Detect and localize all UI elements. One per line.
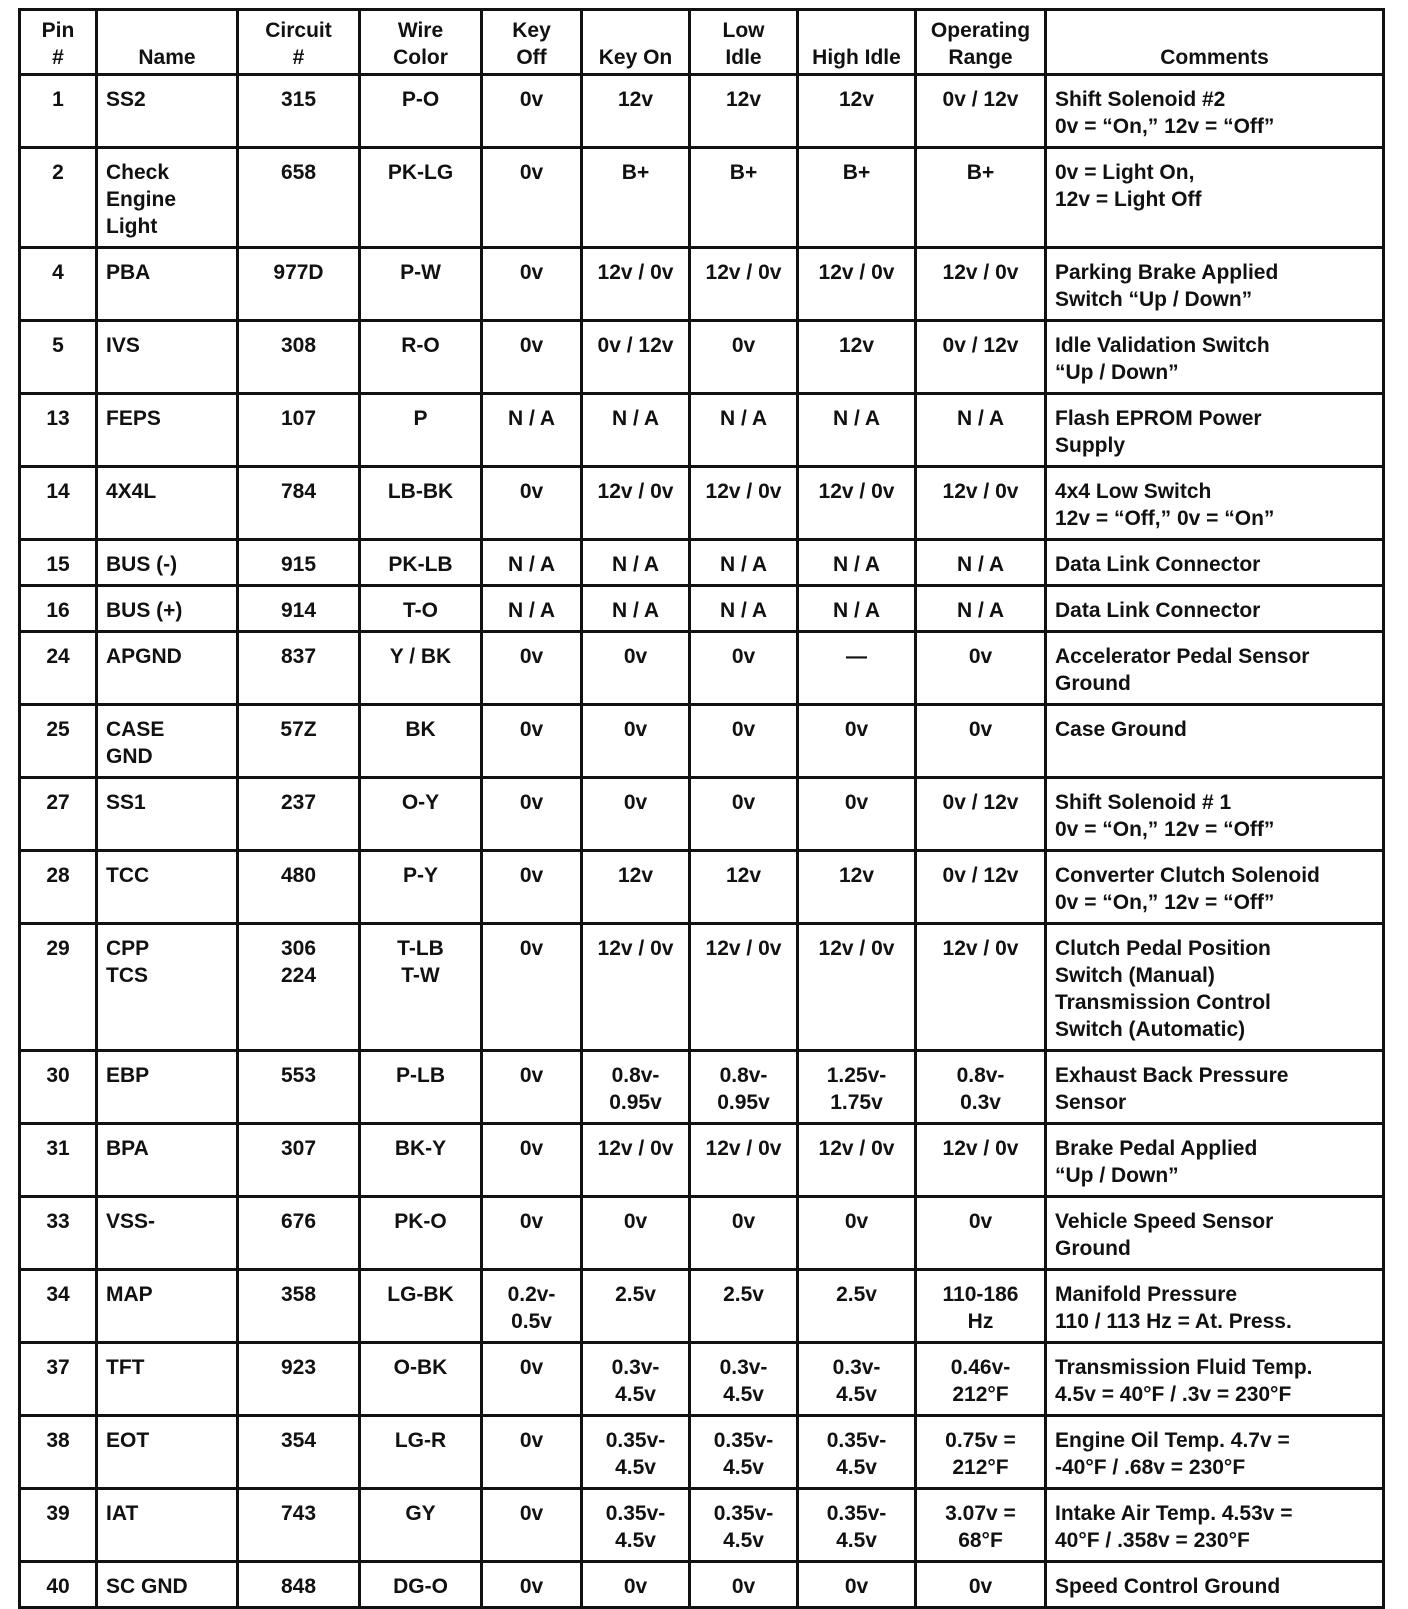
operating-range-cell: 110-186 Hz xyxy=(916,1270,1046,1343)
name-cell: SS2 xyxy=(97,75,238,148)
operating-range-cell: N / A xyxy=(916,540,1046,586)
wire-color-cell: BK xyxy=(360,705,482,778)
comments-cell: Speed Control Ground xyxy=(1046,1562,1384,1608)
key-on-cell: 0v xyxy=(582,1562,690,1608)
operating-range-cell: 0v / 12v xyxy=(916,75,1046,148)
table-row xyxy=(20,1197,1384,1270)
header-name: Name xyxy=(97,10,238,75)
name-cell: CPP TCS xyxy=(97,924,238,1051)
key-off-cell: 0v xyxy=(482,1124,582,1197)
key-off-cell: 0v xyxy=(482,1489,582,1562)
key-off-cell: N / A xyxy=(482,394,582,467)
circuit-cell: 57Z xyxy=(238,705,360,778)
comments-cell: Exhaust Back Pressure Sensor xyxy=(1046,1051,1384,1124)
name-cell: EBP xyxy=(97,1051,238,1124)
name-cell: PBA xyxy=(97,248,238,321)
high-idle-cell: B+ xyxy=(798,148,916,248)
key-on-cell: 0.35v- 4.5v xyxy=(582,1489,690,1562)
high-idle-cell: 0.35v- 4.5v xyxy=(798,1416,916,1489)
name-cell: MAP xyxy=(97,1270,238,1343)
circuit-cell: 914 xyxy=(238,586,360,632)
key-off-cell: 0v xyxy=(482,1051,582,1124)
pin-cell: 25 xyxy=(20,705,97,778)
high-idle-cell: 12v / 0v xyxy=(798,1124,916,1197)
table-row xyxy=(20,248,1384,321)
header-comments: Comments xyxy=(1046,10,1384,75)
key-off-cell: 0v xyxy=(482,1416,582,1489)
key-off-cell: 0v xyxy=(482,248,582,321)
name-cell: IVS xyxy=(97,321,238,394)
circuit-cell: 307 xyxy=(238,1124,360,1197)
key-off-cell: 0v xyxy=(482,705,582,778)
pin-cell: 30 xyxy=(20,1051,97,1124)
operating-range-cell: 0.46v- 212°F xyxy=(916,1343,1046,1416)
comments-cell: Parking Brake Applied Switch “Up / Down” xyxy=(1046,248,1384,321)
table-row xyxy=(20,586,1384,632)
header-circuit: Circuit # xyxy=(238,10,360,75)
pin-cell: 31 xyxy=(20,1124,97,1197)
circuit-cell: 784 xyxy=(238,467,360,540)
circuit-cell: 743 xyxy=(238,1489,360,1562)
name-cell: BPA xyxy=(97,1124,238,1197)
operating-range-cell: N / A xyxy=(916,394,1046,467)
key-off-cell: 0.2v- 0.5v xyxy=(482,1270,582,1343)
name-cell: APGND xyxy=(97,632,238,705)
wire-color-cell: LG-R xyxy=(360,1416,482,1489)
high-idle-cell: N / A xyxy=(798,586,916,632)
circuit-cell: 553 xyxy=(238,1051,360,1124)
table-row xyxy=(20,1270,1384,1343)
key-on-cell: 12v / 0v xyxy=(582,1124,690,1197)
header-key-on: Key On xyxy=(582,10,690,75)
wire-color-cell: P-O xyxy=(360,75,482,148)
operating-range-cell: 3.07v = 68°F xyxy=(916,1489,1046,1562)
circuit-cell: 308 xyxy=(238,321,360,394)
high-idle-cell: 0v xyxy=(798,778,916,851)
comments-cell: Idle Validation Switch “Up / Down” xyxy=(1046,321,1384,394)
operating-range-cell: 0v xyxy=(916,1562,1046,1608)
comments-cell: Transmission Fluid Temp. 4.5v = 40°F / .3v = 230°F xyxy=(1046,1343,1384,1416)
operating-range-cell: 0v / 12v xyxy=(916,321,1046,394)
key-off-cell: 0v xyxy=(482,75,582,148)
comments-cell: Data Link Connector xyxy=(1046,540,1384,586)
operating-range-cell: 0.8v- 0.3v xyxy=(916,1051,1046,1124)
high-idle-cell: 12v / 0v xyxy=(798,924,916,1051)
key-on-cell: B+ xyxy=(582,148,690,248)
name-cell: Check Engine Light xyxy=(97,148,238,248)
key-off-cell: 0v xyxy=(482,148,582,248)
circuit-cell: 837 xyxy=(238,632,360,705)
low-idle-cell: 12v / 0v xyxy=(690,467,798,540)
key-on-cell: 0.35v- 4.5v xyxy=(582,1416,690,1489)
name-cell: TCC xyxy=(97,851,238,924)
name-cell: IAT xyxy=(97,1489,238,1562)
low-idle-cell: B+ xyxy=(690,148,798,248)
comments-cell: Converter Clutch Solenoid 0v = “On,” 12v = “Off” xyxy=(1046,851,1384,924)
key-on-cell: 0v xyxy=(582,1197,690,1270)
table-row xyxy=(20,321,1384,394)
wire-color-cell: O-Y xyxy=(360,778,482,851)
key-off-cell: N / A xyxy=(482,540,582,586)
key-off-cell: 0v xyxy=(482,1197,582,1270)
high-idle-cell: 0v xyxy=(798,705,916,778)
high-idle-cell: 12v / 0v xyxy=(798,248,916,321)
key-on-cell: N / A xyxy=(582,540,690,586)
circuit-cell: 480 xyxy=(238,851,360,924)
low-idle-cell: 0v xyxy=(690,632,798,705)
circuit-cell: 848 xyxy=(238,1562,360,1608)
table-row xyxy=(20,1343,1384,1416)
pin-chart-page xyxy=(18,8,1382,1609)
high-idle-cell: 0.35v- 4.5v xyxy=(798,1489,916,1562)
operating-range-cell: 12v / 0v xyxy=(916,248,1046,321)
key-off-cell: N / A xyxy=(482,586,582,632)
name-cell: CASE GND xyxy=(97,705,238,778)
pin-chart-body xyxy=(20,75,1384,1608)
pin-cell: 29 xyxy=(20,924,97,1051)
low-idle-cell: 12v / 0v xyxy=(690,924,798,1051)
key-on-cell: 0.3v- 4.5v xyxy=(582,1343,690,1416)
low-idle-cell: 0.35v- 4.5v xyxy=(690,1489,798,1562)
comments-cell: Manifold Pressure 110 / 113 Hz = At. Press. xyxy=(1046,1270,1384,1343)
wire-color-cell: PK-LG xyxy=(360,148,482,248)
wire-color-cell: GY xyxy=(360,1489,482,1562)
low-idle-cell: 0.35v- 4.5v xyxy=(690,1416,798,1489)
wire-color-cell: Y / BK xyxy=(360,632,482,705)
circuit-cell: 237 xyxy=(238,778,360,851)
operating-range-cell: 0v xyxy=(916,705,1046,778)
high-idle-cell: N / A xyxy=(798,394,916,467)
key-off-cell: 0v xyxy=(482,924,582,1051)
table-row xyxy=(20,1562,1384,1608)
name-cell: BUS (-) xyxy=(97,540,238,586)
key-on-cell: 0v xyxy=(582,778,690,851)
pin-cell: 2 xyxy=(20,148,97,248)
low-idle-cell: 12v xyxy=(690,75,798,148)
circuit-cell: 315 xyxy=(238,75,360,148)
key-on-cell: 0v xyxy=(582,632,690,705)
pin-cell: 15 xyxy=(20,540,97,586)
low-idle-cell: N / A xyxy=(690,540,798,586)
pin-cell: 37 xyxy=(20,1343,97,1416)
low-idle-cell: 0v xyxy=(690,1562,798,1608)
wire-color-cell: T-O xyxy=(360,586,482,632)
circuit-cell: 306 224 xyxy=(238,924,360,1051)
operating-range-cell: 12v / 0v xyxy=(916,467,1046,540)
pin-cell: 13 xyxy=(20,394,97,467)
key-on-cell: 0v / 12v xyxy=(582,321,690,394)
pin-cell: 39 xyxy=(20,1489,97,1562)
pin-cell: 38 xyxy=(20,1416,97,1489)
table-row xyxy=(20,1416,1384,1489)
wire-color-cell: BK-Y xyxy=(360,1124,482,1197)
key-off-cell: 0v xyxy=(482,321,582,394)
key-on-cell: 2.5v xyxy=(582,1270,690,1343)
table-row xyxy=(20,851,1384,924)
operating-range-cell: 0v / 12v xyxy=(916,778,1046,851)
name-cell: VSS- xyxy=(97,1197,238,1270)
low-idle-cell: 0.3v- 4.5v xyxy=(690,1343,798,1416)
operating-range-cell: N / A xyxy=(916,586,1046,632)
circuit-cell: 107 xyxy=(238,394,360,467)
low-idle-cell: 2.5v xyxy=(690,1270,798,1343)
low-idle-cell: 12v / 0v xyxy=(690,1124,798,1197)
low-idle-cell: N / A xyxy=(690,586,798,632)
pin-cell: 14 xyxy=(20,467,97,540)
circuit-cell: 676 xyxy=(238,1197,360,1270)
low-idle-cell: N / A xyxy=(690,394,798,467)
table-row xyxy=(20,75,1384,148)
comments-cell: Vehicle Speed Sensor Ground xyxy=(1046,1197,1384,1270)
wire-color-cell: P-LB xyxy=(360,1051,482,1124)
header-wire-color: Wire Color xyxy=(360,10,482,75)
name-cell: FEPS xyxy=(97,394,238,467)
name-cell: SC GND xyxy=(97,1562,238,1608)
high-idle-cell: — xyxy=(798,632,916,705)
pin-cell: 16 xyxy=(20,586,97,632)
comments-cell: 4x4 Low Switch 12v = “Off,” 0v = “On” xyxy=(1046,467,1384,540)
key-off-cell: 0v xyxy=(482,467,582,540)
name-cell: EOT xyxy=(97,1416,238,1489)
wire-color-cell: P xyxy=(360,394,482,467)
wire-color-cell: PK-O xyxy=(360,1197,482,1270)
circuit-cell: 977D xyxy=(238,248,360,321)
circuit-cell: 915 xyxy=(238,540,360,586)
key-off-cell: 0v xyxy=(482,1562,582,1608)
comments-cell: Intake Air Temp. 4.53v = 40°F / .358v = 230°F xyxy=(1046,1489,1384,1562)
low-idle-cell: 12v / 0v xyxy=(690,248,798,321)
table-row xyxy=(20,467,1384,540)
key-on-cell: 12v xyxy=(582,75,690,148)
key-on-cell: 12v xyxy=(582,851,690,924)
pin-cell: 28 xyxy=(20,851,97,924)
key-on-cell: N / A xyxy=(582,586,690,632)
key-on-cell: 0v xyxy=(582,705,690,778)
low-idle-cell: 12v xyxy=(690,851,798,924)
operating-range-cell: B+ xyxy=(916,148,1046,248)
name-cell: 4X4L xyxy=(97,467,238,540)
key-on-cell: 12v / 0v xyxy=(582,924,690,1051)
low-idle-cell: 0v xyxy=(690,778,798,851)
key-on-cell: 0.8v- 0.95v xyxy=(582,1051,690,1124)
high-idle-cell: 1.25v- 1.75v xyxy=(798,1051,916,1124)
key-off-cell: 0v xyxy=(482,1343,582,1416)
pin-cell: 24 xyxy=(20,632,97,705)
operating-range-cell: 0v / 12v xyxy=(916,851,1046,924)
table-row xyxy=(20,924,1384,1051)
high-idle-cell: 12v xyxy=(798,321,916,394)
table-row xyxy=(20,1051,1384,1124)
name-cell: TFT xyxy=(97,1343,238,1416)
key-on-cell: 12v / 0v xyxy=(582,248,690,321)
wire-color-cell: LG-BK xyxy=(360,1270,482,1343)
comments-cell: Data Link Connector xyxy=(1046,586,1384,632)
pin-cell: 33 xyxy=(20,1197,97,1270)
name-cell: SS1 xyxy=(97,778,238,851)
low-idle-cell: 0v xyxy=(690,705,798,778)
high-idle-cell: 12v xyxy=(798,75,916,148)
header-low-idle: Low Idle xyxy=(690,10,798,75)
wire-color-cell: DG-O xyxy=(360,1562,482,1608)
low-idle-cell: 0.8v- 0.95v xyxy=(690,1051,798,1124)
table-row xyxy=(20,148,1384,248)
low-idle-cell: 0v xyxy=(690,321,798,394)
table-row xyxy=(20,394,1384,467)
operating-range-cell: 12v / 0v xyxy=(916,1124,1046,1197)
pin-cell: 5 xyxy=(20,321,97,394)
low-idle-cell: 0v xyxy=(690,1197,798,1270)
table-row xyxy=(20,705,1384,778)
high-idle-cell: 12v xyxy=(798,851,916,924)
comments-cell: 0v = Light On, 12v = Light Off xyxy=(1046,148,1384,248)
header-high-idle: High Idle xyxy=(798,10,916,75)
circuit-cell: 358 xyxy=(238,1270,360,1343)
table-row xyxy=(20,540,1384,586)
header-operating-range: Operating Range xyxy=(916,10,1046,75)
table-row xyxy=(20,1124,1384,1197)
comments-cell: Case Ground xyxy=(1046,705,1384,778)
comments-cell: Brake Pedal Applied “Up / Down” xyxy=(1046,1124,1384,1197)
key-on-cell: N / A xyxy=(582,394,690,467)
comments-cell: Shift Solenoid # 1 0v = “On,” 12v = “Off” xyxy=(1046,778,1384,851)
wire-color-cell: R-O xyxy=(360,321,482,394)
key-off-cell: 0v xyxy=(482,851,582,924)
comments-cell: Engine Oil Temp. 4.7v = -40°F / .68v = 230°F xyxy=(1046,1416,1384,1489)
comments-cell: Shift Solenoid #2 0v = “On,” 12v = “Off” xyxy=(1046,75,1384,148)
wire-color-cell: T-LB T-W xyxy=(360,924,482,1051)
pin-cell: 40 xyxy=(20,1562,97,1608)
table-row xyxy=(20,632,1384,705)
header-row xyxy=(20,10,1384,75)
table-row xyxy=(20,778,1384,851)
circuit-cell: 923 xyxy=(238,1343,360,1416)
pin-chart-table xyxy=(18,8,1385,1609)
wire-color-cell: P-W xyxy=(360,248,482,321)
table-row xyxy=(20,1489,1384,1562)
pin-cell: 4 xyxy=(20,248,97,321)
pin-cell: 27 xyxy=(20,778,97,851)
operating-range-cell: 0v xyxy=(916,632,1046,705)
high-idle-cell: 0v xyxy=(798,1562,916,1608)
key-on-cell: 12v / 0v xyxy=(582,467,690,540)
wire-color-cell: O-BK xyxy=(360,1343,482,1416)
key-off-cell: 0v xyxy=(482,778,582,851)
high-idle-cell: 12v / 0v xyxy=(798,467,916,540)
key-off-cell: 0v xyxy=(482,632,582,705)
comments-cell: Accelerator Pedal Sensor Ground xyxy=(1046,632,1384,705)
comments-cell: Clutch Pedal Position Switch (Manual) Transmission Control Switch (Automatic) xyxy=(1046,924,1384,1051)
operating-range-cell: 12v / 0v xyxy=(916,924,1046,1051)
comments-cell: Flash EPROM Power Supply xyxy=(1046,394,1384,467)
circuit-cell: 354 xyxy=(238,1416,360,1489)
wire-color-cell: LB-BK xyxy=(360,467,482,540)
wire-color-cell: P-Y xyxy=(360,851,482,924)
circuit-cell: 658 xyxy=(238,148,360,248)
header-pin: Pin # xyxy=(20,10,97,75)
high-idle-cell: 0v xyxy=(798,1197,916,1270)
pin-cell: 34 xyxy=(20,1270,97,1343)
operating-range-cell: 0v xyxy=(916,1197,1046,1270)
wire-color-cell: PK-LB xyxy=(360,540,482,586)
operating-range-cell: 0.75v = 212°F xyxy=(916,1416,1046,1489)
name-cell: BUS (+) xyxy=(97,586,238,632)
high-idle-cell: 2.5v xyxy=(798,1270,916,1343)
pin-cell: 1 xyxy=(20,75,97,148)
high-idle-cell: 0.3v- 4.5v xyxy=(798,1343,916,1416)
high-idle-cell: N / A xyxy=(798,540,916,586)
header-key-off: Key Off xyxy=(482,10,582,75)
